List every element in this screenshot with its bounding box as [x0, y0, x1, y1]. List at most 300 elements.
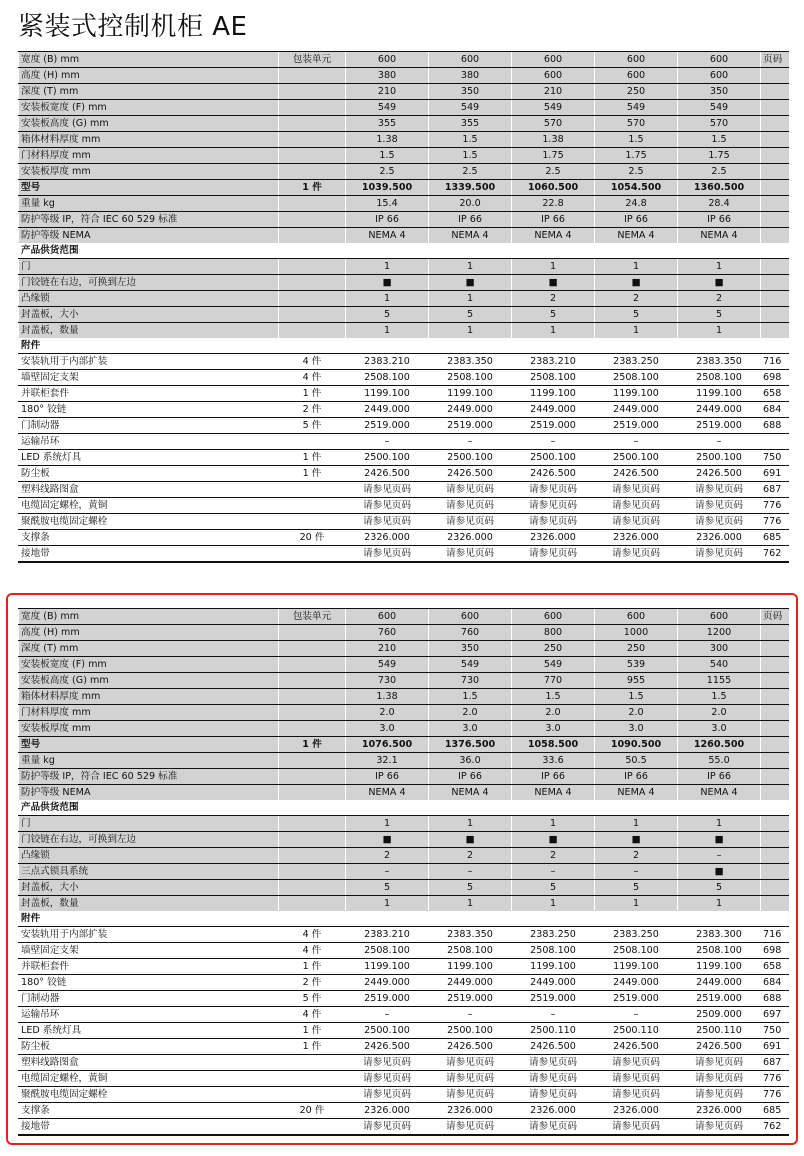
packaging-unit-cell: [279, 243, 346, 259]
page-ref-cell: [761, 896, 789, 912]
value-cell: 549: [429, 657, 512, 673]
packaging-unit-cell: [279, 689, 346, 705]
table-row: [19, 228, 789, 244]
page-ref-cell: [761, 100, 789, 116]
value-cell: 210: [346, 84, 429, 100]
value-cell: 2426.500: [512, 466, 595, 482]
packaging-unit-cell: [279, 705, 346, 721]
value-cell: 2426.500: [678, 1039, 761, 1055]
value-cell: 1199.100: [346, 386, 429, 402]
value-cell: IP 66: [595, 212, 678, 228]
value-cell: –: [595, 864, 678, 880]
value-cell: [346, 800, 429, 816]
value-cell: 请参见页码: [595, 514, 678, 530]
value-cell: 2326.000: [429, 530, 512, 546]
value-cell: [512, 243, 595, 259]
value-cell: 15.4: [346, 196, 429, 212]
value-cell: 1.5: [678, 132, 761, 148]
value-cell: –: [512, 434, 595, 450]
value-cell: 600: [678, 68, 761, 84]
table-row: [19, 975, 789, 991]
spec-table-2: [18, 608, 789, 1136]
value-cell: 730: [346, 673, 429, 689]
value-cell: –: [429, 864, 512, 880]
table-row: [19, 737, 789, 753]
value-cell: 2508.100: [346, 943, 429, 959]
value-cell: 350: [429, 641, 512, 657]
packaging-unit-cell: [279, 100, 346, 116]
packaging-unit-cell: [279, 307, 346, 323]
value-cell: 1054.500: [595, 180, 678, 196]
packaging-unit-cell: [279, 1071, 346, 1087]
section-header-row: [19, 800, 789, 816]
value-cell: IP 66: [429, 769, 512, 785]
table-row: [19, 1103, 789, 1119]
value-cell: 2449.000: [595, 402, 678, 418]
table-row: [19, 1007, 789, 1023]
value-cell: 请参见页码: [429, 546, 512, 563]
packaging-unit-cell: 1 件: [279, 386, 346, 402]
value-cell: 570: [678, 116, 761, 132]
table-row: [19, 354, 789, 370]
value-cell: 570: [595, 116, 678, 132]
value-cell: 2383.210: [346, 354, 429, 370]
table-row: [19, 657, 789, 673]
value-cell: 5: [512, 307, 595, 323]
row-label: 防护等级 IP，符合 IEC 60 529 标准: [19, 769, 279, 785]
page-ref-cell: [761, 705, 789, 721]
page-ref-cell: [761, 291, 789, 307]
page-ref-cell: [761, 769, 789, 785]
table-row: [19, 434, 789, 450]
table-row: [19, 864, 789, 880]
value-cell: 22.8: [512, 196, 595, 212]
page-ref-cell: 687: [761, 482, 789, 498]
packaging-unit-cell: [279, 84, 346, 100]
value-cell: 1199.100: [512, 959, 595, 975]
value-cell: ■: [346, 275, 429, 291]
packaging-unit-cell: 1 件: [279, 1023, 346, 1039]
packaging-unit-cell: [279, 1055, 346, 1071]
value-cell: 2449.000: [429, 402, 512, 418]
table-row: [19, 418, 789, 434]
value-cell: 1090.500: [595, 737, 678, 753]
packaging-unit-cell: [279, 259, 346, 275]
value-cell: 2: [429, 848, 512, 864]
value-cell: ■: [512, 275, 595, 291]
value-cell: 1199.100: [678, 959, 761, 975]
table-row: [19, 212, 789, 228]
value-cell: 2508.100: [512, 943, 595, 959]
row-label: 箱体材料厚度 mm: [19, 132, 279, 148]
value-cell: 请参见页码: [678, 1055, 761, 1071]
page-ref-cell: 762: [761, 546, 789, 563]
value-cell: 2449.000: [678, 975, 761, 991]
value-cell: 1.38: [346, 132, 429, 148]
packaging-unit-cell: [279, 338, 346, 354]
value-cell: 3.0: [429, 721, 512, 737]
row-label: 附件: [19, 911, 279, 927]
value-cell: 2383.210: [512, 354, 595, 370]
value-cell: 250: [595, 84, 678, 100]
value-cell: 1: [346, 816, 429, 832]
value-cell: 2500.110: [678, 1023, 761, 1039]
page-ref-cell: [761, 737, 789, 753]
value-cell: 760: [346, 625, 429, 641]
value-cell: 2326.000: [595, 1103, 678, 1119]
value-cell: ■: [429, 832, 512, 848]
table-row: [19, 769, 789, 785]
packaging-unit-cell: 4 件: [279, 943, 346, 959]
page-ref-cell: [761, 116, 789, 132]
value-cell: 549: [429, 100, 512, 116]
page-ref-cell: [761, 212, 789, 228]
value-cell: 2519.000: [346, 418, 429, 434]
value-cell: [678, 243, 761, 259]
value-cell: 请参见页码: [678, 498, 761, 514]
page-ref-cell: 750: [761, 1023, 789, 1039]
page-ref-cell: 页码: [761, 609, 789, 625]
packaging-unit-cell: [279, 657, 346, 673]
value-cell: 1.5: [595, 689, 678, 705]
value-cell: 1199.100: [346, 959, 429, 975]
value-cell: 1: [678, 323, 761, 339]
row-label: 安装板宽度 (F) mm: [19, 657, 279, 673]
value-cell: 2: [595, 848, 678, 864]
packaging-unit-cell: [279, 753, 346, 769]
value-cell: –: [678, 434, 761, 450]
value-cell: 请参见页码: [595, 1071, 678, 1087]
packaging-unit-cell: 5 件: [279, 991, 346, 1007]
value-cell: –: [346, 1007, 429, 1023]
row-label: 运输吊环: [19, 1007, 279, 1023]
value-cell: 5: [346, 880, 429, 896]
value-cell: 600: [595, 68, 678, 84]
value-cell: 760: [429, 625, 512, 641]
value-cell: NEMA 4: [512, 785, 595, 801]
value-cell: 2426.500: [429, 1039, 512, 1055]
value-cell: 1000: [595, 625, 678, 641]
row-label: 防护等级 NEMA: [19, 228, 279, 244]
value-cell: 2519.000: [346, 991, 429, 1007]
value-cell: 请参见页码: [512, 498, 595, 514]
packaging-unit-cell: [279, 800, 346, 816]
page-ref-cell: [761, 307, 789, 323]
page-ref-cell: [761, 228, 789, 244]
packaging-unit-cell: [279, 196, 346, 212]
value-cell: 请参见页码: [512, 546, 595, 563]
value-cell: 5: [429, 880, 512, 896]
value-cell: 1.75: [678, 148, 761, 164]
value-cell: 请参见页码: [512, 1071, 595, 1087]
value-cell: 1.5: [429, 132, 512, 148]
value-cell: 请参见页码: [678, 1119, 761, 1136]
value-cell: 1: [429, 896, 512, 912]
value-cell: 210: [346, 641, 429, 657]
value-cell: 2426.500: [512, 1039, 595, 1055]
value-cell: NEMA 4: [429, 228, 512, 244]
page-ref-cell: [761, 323, 789, 339]
table-row: [19, 386, 789, 402]
packaging-unit-cell: [279, 323, 346, 339]
page-ref-cell: [761, 275, 789, 291]
value-cell: 549: [346, 100, 429, 116]
page-ref-cell: 688: [761, 991, 789, 1007]
packaging-unit-cell: 1 件: [279, 959, 346, 975]
value-cell: 1199.100: [595, 386, 678, 402]
value-cell: 请参见页码: [678, 1071, 761, 1087]
row-label: 高度 (H) mm: [19, 68, 279, 84]
value-cell: 1.5: [429, 689, 512, 705]
table-row: [19, 705, 789, 721]
page-ref-cell: 684: [761, 402, 789, 418]
row-label: 门铰链在右边，可换到左边: [19, 275, 279, 291]
page-ref-cell: 658: [761, 386, 789, 402]
value-cell: 2449.000: [512, 402, 595, 418]
value-cell: NEMA 4: [429, 785, 512, 801]
value-cell: 2426.500: [346, 466, 429, 482]
value-cell: NEMA 4: [346, 228, 429, 244]
row-label: 安装板高度 (G) mm: [19, 116, 279, 132]
value-cell: 20.0: [429, 196, 512, 212]
value-cell: 2519.000: [512, 418, 595, 434]
table-row: [19, 609, 789, 625]
value-cell: [678, 338, 761, 354]
section-header-row: [19, 243, 789, 259]
value-cell: 1376.500: [429, 737, 512, 753]
table-row: [19, 785, 789, 801]
row-label: 电缆固定螺栓，黄铜: [19, 498, 279, 514]
page-ref-cell: 691: [761, 466, 789, 482]
value-cell: 1: [595, 896, 678, 912]
value-cell: 请参见页码: [512, 514, 595, 530]
page-ref-cell: [761, 911, 789, 927]
value-cell: 800: [512, 625, 595, 641]
value-cell: 600: [595, 52, 678, 68]
value-cell: 2.0: [346, 705, 429, 721]
value-cell: 730: [429, 673, 512, 689]
row-label: 安装板宽度 (F) mm: [19, 100, 279, 116]
row-label: 高度 (H) mm: [19, 625, 279, 641]
value-cell: 1.5: [595, 132, 678, 148]
packaging-unit-cell: [279, 291, 346, 307]
value-cell: 28.4: [678, 196, 761, 212]
value-cell: 33.6: [512, 753, 595, 769]
packaging-unit-cell: [279, 673, 346, 689]
table-row: [19, 848, 789, 864]
value-cell: 549: [512, 657, 595, 673]
value-cell: 请参见页码: [429, 1055, 512, 1071]
value-cell: 355: [429, 116, 512, 132]
value-cell: 24.8: [595, 196, 678, 212]
value-cell: 2500.100: [346, 450, 429, 466]
value-cell: 2500.110: [512, 1023, 595, 1039]
packaging-unit-cell: 包装单元: [279, 52, 346, 68]
value-cell: 1360.500: [678, 180, 761, 196]
value-cell: 1: [429, 816, 512, 832]
row-label: 安装轨用于内部扩装: [19, 354, 279, 370]
value-cell: 2519.000: [512, 991, 595, 1007]
table-row: [19, 164, 789, 180]
table-row: [19, 880, 789, 896]
value-cell: 549: [346, 657, 429, 673]
section-header-row: [19, 911, 789, 927]
page-ref-cell: [761, 864, 789, 880]
value-cell: 请参见页码: [429, 498, 512, 514]
value-cell: 1.5: [346, 148, 429, 164]
value-cell: 2383.210: [346, 927, 429, 943]
value-cell: 549: [595, 100, 678, 116]
value-cell: 1: [346, 259, 429, 275]
value-cell: 请参见页码: [429, 1119, 512, 1136]
value-cell: 2326.000: [678, 1103, 761, 1119]
value-cell: 549: [678, 100, 761, 116]
value-cell: 570: [512, 116, 595, 132]
packaging-unit-cell: [279, 1087, 346, 1103]
page-ref-cell: 762: [761, 1119, 789, 1136]
value-cell: 请参见页码: [595, 1087, 678, 1103]
value-cell: 770: [512, 673, 595, 689]
value-cell: 2449.000: [346, 975, 429, 991]
value-cell: 350: [429, 84, 512, 100]
packaging-unit-cell: 1 件: [279, 737, 346, 753]
value-cell: 2326.000: [512, 1103, 595, 1119]
value-cell: 2508.100: [595, 370, 678, 386]
value-cell: [595, 911, 678, 927]
value-cell: 1: [512, 816, 595, 832]
packaging-unit-cell: [279, 148, 346, 164]
row-label: 门制动器: [19, 418, 279, 434]
row-label: 产品供货范围: [19, 243, 279, 259]
value-cell: NEMA 4: [346, 785, 429, 801]
packaging-unit-cell: [279, 816, 346, 832]
page-ref-cell: 687: [761, 1055, 789, 1071]
value-cell: 1: [512, 259, 595, 275]
row-label: 凸缘锁: [19, 291, 279, 307]
value-cell: 1: [429, 259, 512, 275]
value-cell: –: [595, 434, 678, 450]
value-cell: 5: [346, 307, 429, 323]
value-cell: [346, 911, 429, 927]
value-cell: 请参见页码: [346, 1055, 429, 1071]
value-cell: 2500.100: [429, 450, 512, 466]
value-cell: 2449.000: [346, 402, 429, 418]
value-cell: 2: [678, 291, 761, 307]
packaging-unit-cell: [279, 116, 346, 132]
value-cell: [595, 243, 678, 259]
row-label: 聚酰胺电缆固定螺栓: [19, 1087, 279, 1103]
value-cell: 2383.250: [595, 354, 678, 370]
packaging-unit-cell: 4 件: [279, 354, 346, 370]
page-ref-cell: [761, 259, 789, 275]
value-cell: 5: [678, 880, 761, 896]
value-cell: 2426.500: [346, 1039, 429, 1055]
packaging-unit-cell: [279, 514, 346, 530]
row-label: 重量 kg: [19, 196, 279, 212]
value-cell: NEMA 4: [678, 785, 761, 801]
value-cell: 600: [678, 609, 761, 625]
row-label: 防尘板: [19, 466, 279, 482]
packaging-unit-cell: [279, 880, 346, 896]
value-cell: 1: [512, 896, 595, 912]
page-ref-cell: 658: [761, 959, 789, 975]
table-row: [19, 370, 789, 386]
value-cell: [346, 338, 429, 354]
value-cell: 2326.000: [346, 1103, 429, 1119]
value-cell: 600: [512, 68, 595, 84]
table-row: [19, 307, 789, 323]
value-cell: IP 66: [595, 769, 678, 785]
page-ref-cell: [761, 625, 789, 641]
row-label: 三点式锁具系统: [19, 864, 279, 880]
packaging-unit-cell: [279, 132, 346, 148]
page-ref-cell: [761, 196, 789, 212]
row-label: 支撑条: [19, 530, 279, 546]
table-row: [19, 546, 789, 563]
value-cell: 2508.100: [429, 370, 512, 386]
table-row: [19, 1119, 789, 1136]
value-cell: 1: [595, 816, 678, 832]
row-label: 型号: [19, 737, 279, 753]
value-cell: ■: [429, 275, 512, 291]
table-row: [19, 689, 789, 705]
value-cell: 1.38: [346, 689, 429, 705]
value-cell: 3.0: [678, 721, 761, 737]
value-cell: 600: [429, 609, 512, 625]
value-cell: 1.5: [429, 148, 512, 164]
row-label: 封盖板，数量: [19, 323, 279, 339]
table-row: [19, 1071, 789, 1087]
value-cell: 请参见页码: [346, 1087, 429, 1103]
value-cell: 600: [346, 52, 429, 68]
value-cell: [429, 911, 512, 927]
value-cell: 2500.100: [595, 450, 678, 466]
value-cell: 1199.100: [429, 959, 512, 975]
packaging-unit-cell: [279, 625, 346, 641]
value-cell: 请参见页码: [678, 482, 761, 498]
page-ref-cell: [761, 164, 789, 180]
value-cell: 2: [595, 291, 678, 307]
table-row: [19, 466, 789, 482]
value-cell: ■: [678, 275, 761, 291]
value-cell: 2500.100: [429, 1023, 512, 1039]
table-row: [19, 275, 789, 291]
value-cell: 2.5: [429, 164, 512, 180]
value-cell: 2519.000: [595, 418, 678, 434]
value-cell: 1: [429, 291, 512, 307]
value-cell: 5: [678, 307, 761, 323]
value-cell: ■: [346, 832, 429, 848]
value-cell: 32.1: [346, 753, 429, 769]
value-cell: 1339.500: [429, 180, 512, 196]
value-cell: 1.75: [512, 148, 595, 164]
value-cell: 2449.000: [429, 975, 512, 991]
table-row: [19, 943, 789, 959]
page-ref-cell: [761, 832, 789, 848]
value-cell: 2426.500: [595, 466, 678, 482]
row-label: 宽度 (B) mm: [19, 52, 279, 68]
value-cell: 55.0: [678, 753, 761, 769]
value-cell: 5: [512, 880, 595, 896]
value-cell: 3.0: [512, 721, 595, 737]
packaging-unit-cell: 1 件: [279, 466, 346, 482]
packaging-unit-cell: [279, 832, 346, 848]
table-row: [19, 132, 789, 148]
spec-table-1: [18, 51, 789, 563]
table-row: [19, 450, 789, 466]
row-label: 支撑条: [19, 1103, 279, 1119]
value-cell: 380: [346, 68, 429, 84]
